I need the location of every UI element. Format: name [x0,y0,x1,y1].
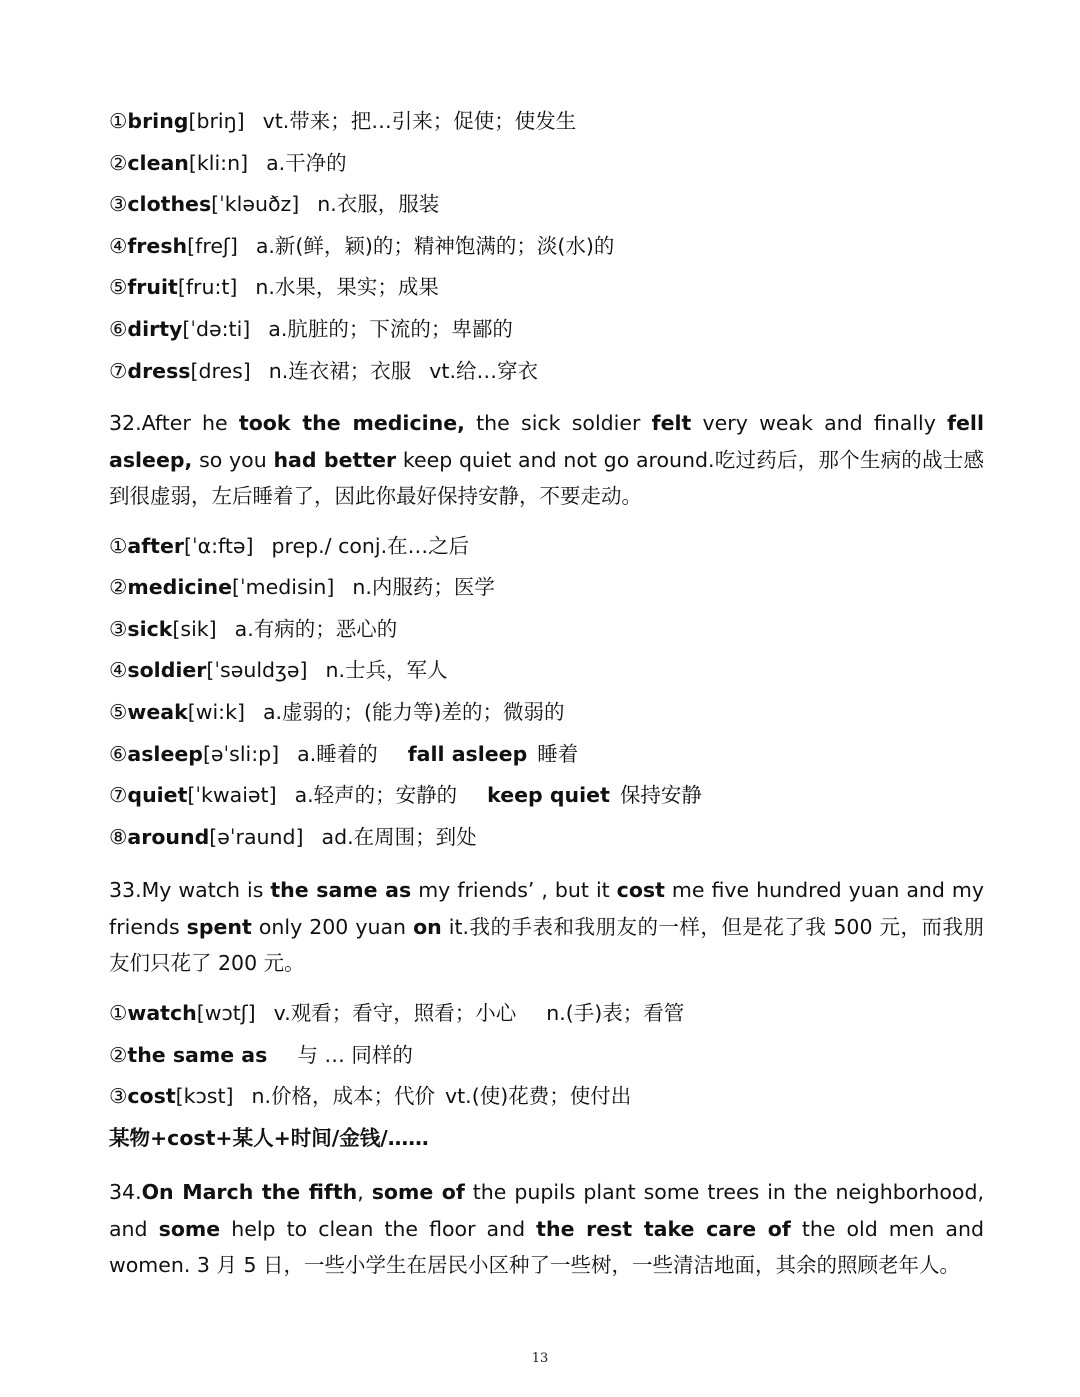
vocab-word: around [127,824,210,849]
definition-2: n.(手)表；看管 [546,1000,685,1025]
vocab-word: asleep [127,741,203,766]
item-number: ⑤ [109,700,128,725]
grammar-pattern: 某物+cost+某人+时间/金钱/…… [109,1125,429,1150]
definition: a.轻声的；安静的 [294,783,458,808]
pronunciation: [əˈraund] [209,824,304,849]
item-number: ① [109,533,128,558]
vocab-list-32 [109,529,984,862]
vocab-item [109,653,984,695]
vocab-item [109,612,984,654]
pronunciation: [briŋ] [188,109,245,133]
vocab-item [109,104,984,146]
item-number: ④ [109,658,128,683]
definition: n.价格，成本；代价 [251,1084,436,1109]
definition: n.连衣裙；衣服 [268,358,412,383]
phrase-definition: 睡着 [537,741,579,766]
pronunciation: [kɔst] [175,1084,234,1109]
pronunciation: [ˈmedisin] [232,575,335,600]
vocab-word: the same as [127,1042,268,1067]
definition: n.水果，果实；成果 [255,275,439,300]
pronunciation: [ˈdə:ti] [182,316,251,341]
definition: 与 … 同样的 [297,1042,413,1067]
vocab-word: watch [127,1000,197,1025]
vocab-item [109,1038,984,1080]
pronunciation: [wi:k] [187,700,245,725]
item-number: ③ [109,192,128,217]
vocab-item [109,1079,984,1121]
phrase: keep quiet [487,783,610,808]
example-sentence-33: 33.My watch is the same as my friends’ , but it cost me five hundred yuan and my friends spent only 200 yuan on it.我的手表和我朋友的一样，但是花了我 500 元，而我朋友们只花了 200 元。 [109,878,984,976]
vocab-word: dress [127,358,191,383]
vocab-word: clothes [127,192,212,217]
item-number: ② [109,575,128,600]
vocab-word: cost [127,1084,176,1109]
pronunciation: [ˈkləuðz] [211,192,300,217]
definition-2: vt.(使)花费；使付出 [445,1084,632,1109]
definition: ad.在周围；到处 [321,824,477,849]
item-number: ② [109,150,128,175]
pronunciation: [ˈsəuldʒə] [206,658,308,683]
item-number: ① [109,1000,128,1025]
vocab-word: dirty [127,316,183,341]
pronunciation: [dres] [190,358,251,383]
vocab-item [109,996,984,1038]
vocab-item [109,270,984,312]
vocab-item [109,529,984,571]
item-number: ③ [109,616,128,641]
definition: a.新(鲜，颖)的；精神饱满的；淡(水)的 [255,233,615,258]
definition: a.干净的 [266,150,347,175]
pronunciation: [kli:n] [188,150,249,175]
definition: a.肮脏的；下流的；卑鄙的 [268,316,513,341]
example-sentence-34: 34.On March the fifth, some of the pupils plant some trees in the neighborhood, and some help to clean the floor and the rest take care of the old men and women. 3 月 5 日，一些小学生在居民小区种了一些树，一些清洁地面，其余的照顾老年人。 [109,1180,984,1278]
item-number: ③ [109,1084,128,1109]
page-number: 13 [531,1351,549,1366]
item-number: ⑤ [109,275,128,300]
pronunciation: [ˈα:ftə] [183,533,254,558]
definition-2: vt.给…穿衣 [429,358,538,383]
definition: a.有病的；恶心的 [234,616,398,641]
vocab-word: fresh [127,233,188,258]
item-number: ④ [109,233,128,258]
vocab-item [109,146,984,188]
vocab-item [109,820,984,862]
item-number: ⑦ [109,358,128,383]
vocab-list-31 [109,104,984,395]
definition: n.衣服，服装 [317,192,440,217]
pronunciation: [fru:t] [177,275,238,300]
vocab-item [109,737,984,779]
definition: a.睡着的 [297,741,378,766]
vocab-word: medicine [127,575,233,600]
pronunciation: [ˈkwaiət] [187,783,277,808]
item-number: ⑦ [109,783,128,808]
vocab-word: bring [127,109,189,133]
vocab-item [109,312,984,354]
pronunciation: [sik] [172,616,217,641]
example-sentence-32: 32.After he took the medicine, the sick soldier felt very weak and finally fell asleep, so you had better keep quiet and not go around.吃过药后，那个生病的战士感到很虚弱，左后睡着了，因此你最好保持安静，不要走动。 [109,411,984,509]
definition: a.虚弱的；(能力等)差的；微弱的 [262,700,565,725]
vocab-word: after [127,533,184,558]
item-number: ① [109,109,128,133]
vocab-item [109,187,984,229]
item-number: ⑥ [109,741,128,766]
page-content [109,104,984,1284]
vocab-word: weak [127,700,188,725]
vocab-word: sick [127,616,173,641]
definition: vt.带来；把…引来；促使；使发生 [262,109,577,133]
pronunciation: [əˈsli:p] [202,741,280,766]
vocab-item [109,354,984,396]
definition: prep./ conj.在…之后 [271,533,470,558]
item-number: ② [109,1042,128,1067]
item-number: ⑥ [109,316,128,341]
phrase-definition: 保持安静 [619,783,702,808]
vocab-list-33 [109,996,984,1162]
definition: n.内服药；医学 [352,575,495,600]
vocab-word: fruit [127,275,178,300]
pronunciation: [wɔtʃ] [196,1000,256,1025]
vocab-item [109,570,984,612]
vocab-item [109,695,984,737]
vocab-word: quiet [127,783,188,808]
item-number: ⑧ [109,824,128,849]
vocab-item [109,778,984,820]
definition: v.观看；看守，照看；小心 [273,1000,517,1025]
vocab-word: clean [127,150,189,175]
phrase: fall asleep [407,741,528,766]
pronunciation: [freʃ] [187,233,238,258]
vocab-item [109,229,984,271]
vocab-word: soldier [127,658,207,683]
definition: n.士兵，军人 [325,658,448,683]
